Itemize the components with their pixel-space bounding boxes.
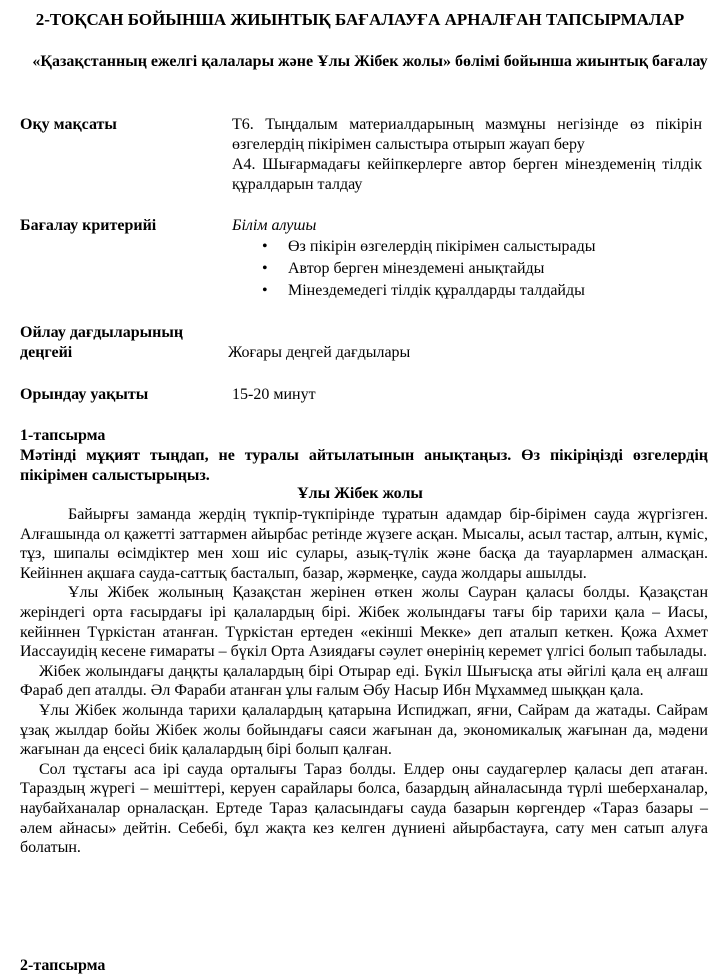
bullet-icon: • (262, 238, 268, 255)
task1-number: 1-тапсырма (20, 427, 106, 444)
goal-value (232, 115, 702, 195)
goal-line-2: А4. Шығармадағы кейіпкерлерге автор берген мінездеменің тілдік құралдарын талдау (232, 156, 702, 193)
text-paragraph: Байырғы заманда жердің түкпір-түкпірінде тұратын адамдар бір-бірімен сауда жүргізген. Алғашында ол қажетті заттармен айырбас ретінде жүзеге асқан. Мысалы, асыл тастар, алтын, күміс, тұз, шипалы өсімдіктер мен хош иіс сулары, азық-түлік және басқа да тауарлармен алмасқан. Кейіннен ақшаға сауда-саттық басталып, базар, жәрмеңке, сауда жолдары ашылды. (20, 506, 708, 582)
skills-value: Жоғары деңгей дағдылары (228, 344, 411, 361)
text-paragraph: Сол тұстағы аса ірі сауда орталығы Тараз болды. Елдер оны саудагерлер қаласы деп атаған. Тараздың жүрегі – мешіттері, керуен сарайлары болса, базардың айналасында түрлі шеберханалар, наубайханалар орналасқан. Ертеде Тараз қаласындағы сауда базарын көргендер «Тараз базары – әлем айнасы» дейтін. Себебі, бұл жақта кез келген дүниені айырбастауға, сату мен сатып алуға болатын. (20, 760, 708, 857)
time-value: 15-20 минут (232, 386, 316, 403)
time-label: Орындау уақыты (20, 386, 149, 403)
text-paragraph: Ұлы Жібек жолында тарихи қалалардың қатарына Испиджап, яғни, Сайрам да жатады. Сайрам ұзақ жылдар бойы Жібек жолы бойындағы саяси жағынан да, экономикалық жағынан да, мәдени жағынан да еңсесі биік қалалардың бірі болып қалған. (20, 701, 708, 759)
page-title: 2-ТОҚСАН БОЙЫНША ЖИЫНТЫҚ БАҒАЛАУҒА АРНАЛҒАН ТАПСЫРМАЛАР (35, 10, 685, 29)
task2-number: 2-тапсырма (20, 957, 106, 974)
goal-line-1: Т6. Тыңдалым материалдарының мазмұны негізінде өз пікірін өзгелердің пікірімен салыстыра отырып жауап беру (232, 116, 702, 153)
criteria-list (232, 236, 702, 302)
task1-header (20, 426, 708, 486)
text-paragraph: Ұлы Жібек жолының Қазақстан жерінен өткен жолы Сауран қаласы болды. Қазақстан жеріндегі орта ғасырдағы ірі қалалардың бірі. Жібек жолындағы тағы бір тарихи қала – Иасы, кейіннен Түркістан атанған. Түркістан ертеден «екінші Мекке» деп аталып кеткен. Қожа Ахмет Иассауидің кесене ғимараты – бүкіл Орта Азиядағы сәулет өнерінің керемет үлгісі болып табылады. (20, 584, 708, 661)
text-title: Ұлы Жібек жолы (297, 485, 423, 502)
goal-label: Оқу мақсаты (20, 116, 117, 133)
criteria-value (232, 216, 702, 302)
bullet-icon: • (262, 282, 268, 299)
criteria-item: • Өз пікірін өзгелердің пікірімен салыстырады (232, 236, 702, 258)
text-paragraph: Жібек жолындағы даңқты қалалардың бірі Отырар еді. Бүкіл Шығысқа аты әйгілі қала ең алғаш Фараб деп аталды. Әл Фараби атанған ұлы ғалым Әбу Насыр Ибн Мұхаммед шыққан қала. (20, 662, 708, 700)
skills-label: Ойлау дағдыларының деңгейі (20, 324, 184, 361)
task1-instruction: Мәтінді мұқият тыңдап, не туралы айтылатынын анықтаңыз. Өз пікіріңізді өзгелердің пікірімен салыстырыңыз. (20, 447, 708, 484)
criteria-label: Бағалау критерийі (20, 217, 157, 234)
bullet-icon: • (262, 260, 268, 277)
criteria-item: • Мінездемедегі тілдік құралдарды талдайды (232, 280, 702, 302)
reading-text (20, 505, 708, 858)
criteria-item: • Автор берген мінездемені анықтайды (232, 258, 702, 280)
section-subtitle: «Қазақстанның ежелгі қалалары және Ұлы Жібек жолы» бөлімі бойынша жиынтық бағалау (32, 53, 708, 70)
criteria-intro: Білім алушы (232, 217, 317, 234)
